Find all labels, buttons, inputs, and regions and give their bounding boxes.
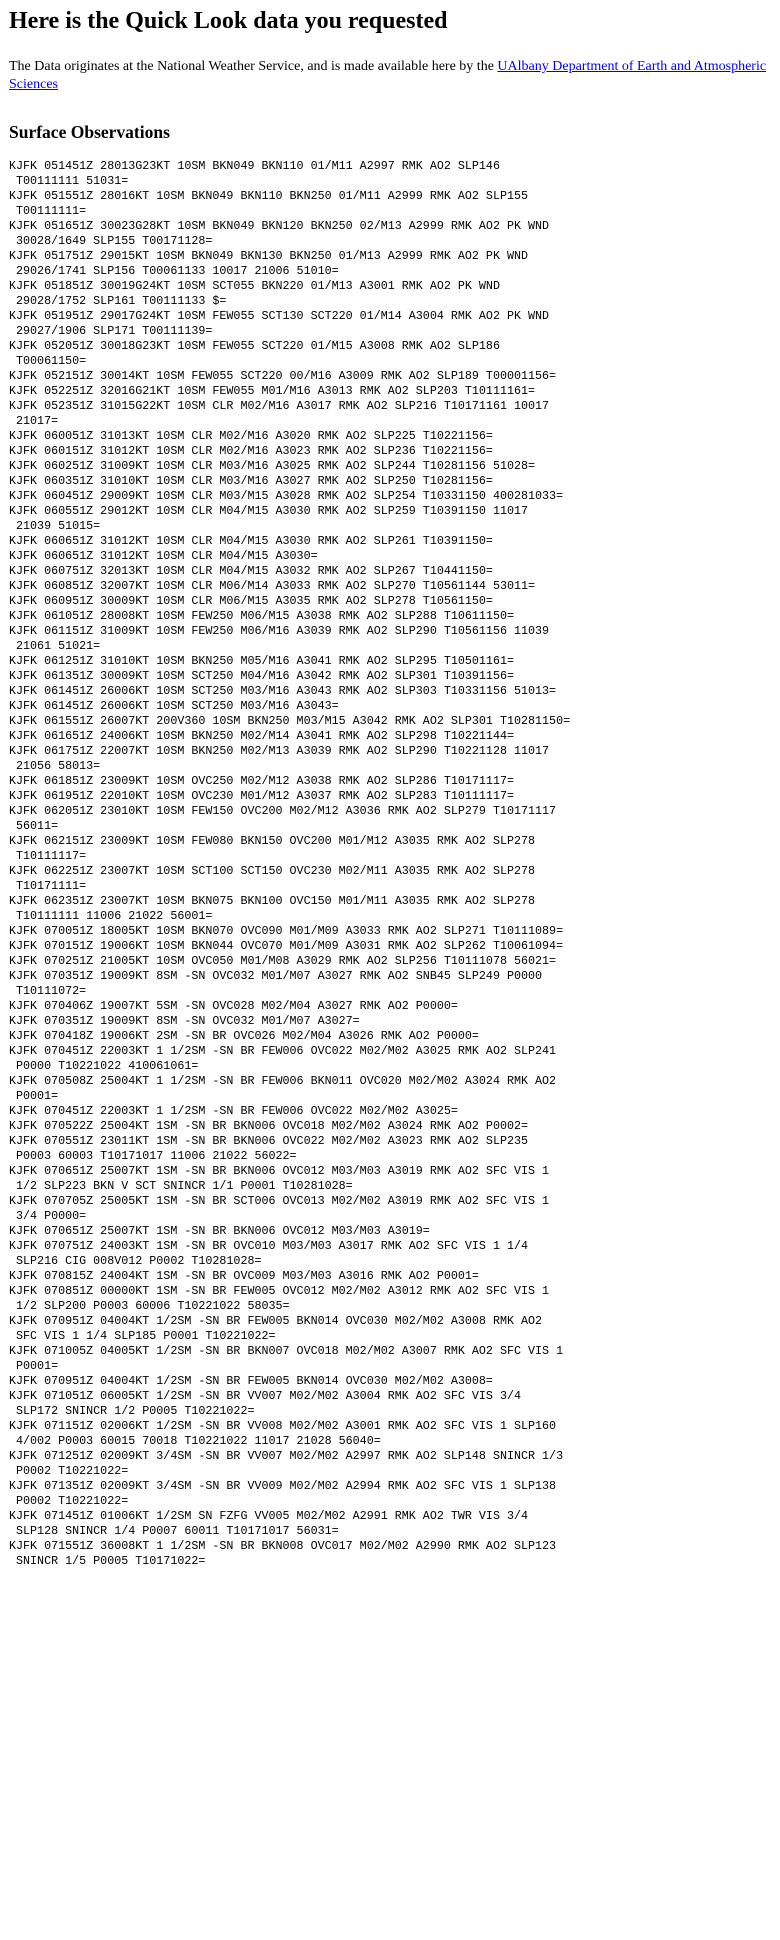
page-title: Here is the Quick Look data you requested xyxy=(9,8,448,34)
ualbany-link[interactable]: UAlbany Department of Earth and Atmospheric Sciences xyxy=(9,59,767,92)
observations-text: KJFK 051451Z 28013G23KT 10SM BKN049 BKN110 01/M11 A2997 RMK AO2 SLP146 T00111111 51031= KJFK 051551Z 28016KT 10SM BKN049 BKN110 BKN250 01/M11 A2999 RMK AO2 SLP155 T00111111= KJFK 051651Z 30023G28KT 10SM BKN049 BKN120 BKN250 02/M13 A2999 RMK AO2 PK WND 30028/1649 SLP155 T00171128= KJFK 051751Z 29015KT 10SM BKN049 BKN130 BKN250 01/M13 A2999 RMK AO2 PK WND 29026/1741 SLP156 T00061133 10017 21006 51010= KJFK 051851Z 30019G24KT 10SM SCT055 BKN220 01/M13 A3001 RMK AO2 PK WND 29028/1752 SLP161 T00111133 $= KJFK 051951Z 29017G24KT 10SM FEW055 SCT130 SCT220 01/M14 A3004 RMK AO2 PK WND 29027/1906 SLP171 T00111139= KJFK 052051Z 30018G23KT 10SM FEW055 SCT220 01/M15 A3008 RMK AO2 SLP186 T00061150= KJFK 052151Z 30014KT 10SM FEW055 SCT220 00/M16 A3009 RMK AO2 SLP189 T00001156= KJFK 052251Z 32016G21KT 10SM FEW055 M01/M16 A3013 RMK AO2 SLP203 T10111161= KJFK 052351Z 31015G22KT 10SM CLR M02/M16 A3017 RMK AO2 SLP216 T10171161 10017 21017= KJFK 060051Z 31013KT 10SM CLR M02/M16 A3020 RMK AO2 SLP225 T10221156= KJFK 060151Z 31012KT 10SM CLR M02/M16 A3023 RMK AO2 SLP236 T10221156= KJFK 060251Z 31009KT 10SM CLR M03/M16 A3025 RMK AO2 SLP244 T10281156 51028= KJFK 060351Z 31010KT 10SM CLR M03/M16 A3027 RMK AO2 SLP250 T10281156= KJFK 060451Z 29009KT 10SM CLR M03/M15 A3028 RMK AO2 SLP254 T10331150 400281033= KJFK 060551Z 29012KT 10SM CLR M04/M15 A3030 RMK AO2 SLP259 T10391150 11017 21039 51015= KJFK 060651Z 31012KT 10SM CLR M04/M15 A3030 RMK AO2 SLP261 T10391150= KJFK 060651Z 31012KT 10SM CLR M04/M15 A3030= KJFK 060751Z 32013KT 10SM CLR M04/M15 A3032 RMK AO2 SLP267 T10441150= KJFK 060851Z 32007KT 10SM CLR M06/M14 A3033 RMK AO2 SLP270 T10561144 53011= KJFK 060951Z 30009KT 10SM CLR M06/M15 A3035 RMK AO2 SLP278 T10561150= KJFK 061051Z 28008KT 10SM FEW250 M06/M15 A3038 RMK AO2 SLP288 T10611150= KJFK 061151Z 31009KT 10SM FEW250 M06/M16 A3039 RMK AO2 SLP290 T10561156 11039 21061 51021= KJFK 061251Z 31010KT 10SM BKN250 M05/M16 A3041 RMK AO2 SLP295 T10501161= KJFK 061351Z 30009KT 10SM SCT250 M04/M16 A3042 RMK AO2 SLP301 T10391156= KJFK 061451Z 26006KT 10SM SCT250 M03/M16 A3043 RMK AO2 SLP303 T10331156 51013= KJFK 061451Z 26006KT 10SM SCT250 M03/M16 A3043= KJFK 061551Z 26007KT 200V360 10SM BKN250 M03/M15 A3042 RMK AO2 SLP301 T10281150= KJFK 061651Z 24006KT 10SM BKN250 M02/M14 A3041 RMK AO2 SLP298 T10221144= KJFK 061751Z 22007KT 10SM BKN250 M02/M13 A3039 RMK AO2 SLP290 T10221128 11017 21056 58013= KJFK 061851Z 23009KT 10SM OVC250 M02/M12 A3038 RMK AO2 SLP286 T10171117= KJFK 061951Z 22010KT 10SM OVC230 M01/M12 A3037 RMK AO2 SLP283 T10111117= KJFK 062051Z 23010KT 10SM FEW150 OVC200 M02/M12 A3036 RMK AO2 SLP279 T10171117 56011= KJFK 062151Z 23009KT 10SM FEW080 BKN150 OVC200 M01/M12 A3035 RMK AO2 SLP278 T10111117= KJFK 062251Z 23007KT 10SM SCT100 SCT150 OVC230 M02/M11 A3035 RMK AO2 SLP278 T10171111= KJFK 062351Z 23007KT 10SM BKN075 BKN100 OVC150 M01/M11 A3035 RMK AO2 SLP278 T10111111 11006 21022 56001= KJFK 070051Z 18005KT 10SM BKN070 OVC090 M01/M09 A3033 RMK AO2 SLP271 T10111089= KJFK 070151Z 19006KT 10SM BKN044 OVC070 M01/M09 A3031 RMK AO2 SLP262 T10061094= KJFK 070251Z 21005KT 10SM OVC050 M01/M08 A3029 RMK AO2 SLP256 T10111078 56021= KJFK 070351Z 19009KT 8SM -SN OVC032 M01/M07 A3027 RMK AO2 SNB45 SLP249 P0000 T10111072= KJFK 070406Z 19007KT 5SM -SN OVC028 M02/M04 A3027 RMK AO2 P0000= KJFK 070351Z 19009KT 8SM -SN OVC032 M01/M07 A3027= KJFK 070418Z 19006KT 2SM -SN BR OVC026 M02/M04 A3026 RMK AO2 P0000= KJFK 070451Z 22003KT 1 1/2SM -SN BR FEW006 OVC022 M02/M02 A3025 RMK AO2 SLP241 P0000 T10221022 410061061= KJFK 070508Z 25004KT 1 1/2SM -SN BR FEW006 BKN011 OVC020 M02/M02 A3024 RMK AO2 P0001= KJFK 070451Z 22003KT 1 1/2SM -SN BR FEW006 OVC022 M02/M02 A3025= KJFK 070522Z 25004KT 1SM -SN BR BKN006 OVC018 M02/M02 A3024 RMK AO2 P0002= KJFK 070551Z 23011KT 1SM -SN BR BKN006 OVC022 M02/M02 A3023 RMK AO2 SLP235 P0003 60003 T10171017 11006 21022 56022= KJFK 070651Z 25007KT 1SM -SN BR BKN006 OVC012 M03/M03 A3019 RMK AO2 SFC VIS 1 1/2 SLP223 BKN V SCT SNINCR 1/1 P0001 T10281028= KJFK 070705Z 25005KT 1SM -SN BR SCT006 OVC013 M02/M02 A3019 RMK AO2 SFC VIS 1 3/4 P0000= KJFK 070651Z 25007KT 1SM -SN BR BKN006 OVC012 M03/M03 A3019= KJFK 070751Z 24003KT 1SM -SN BR OVC010 M03/M03 A3017 RMK AO2 SFC VIS 1 1/4 SLP216 CIG 008V012 P0002 T10281028= KJFK 070815Z 24004KT 1SM -SN BR OVC009 M03/M03 A3016 RMK AO2 P0001= KJFK 070851Z 00000KT 1SM -SN BR FEW005 OVC012 M02/M02 A3012 RMK AO2 SFC VIS 1 1/2 SLP200 P0003 60006 T10221022 58035= KJFK 070951Z 04004KT 1/2SM -SN BR FEW005 BKN014 OVC030 M02/M02 A3008 RMK AO2 SFC VIS 1 1/4 SLP185 P0001 T10221022= KJFK 071005Z 04005KT 1/2SM -SN BR BKN007 OVC018 M02/M02 A3007 RMK AO2 SFC VIS 1 P0001= KJFK 070951Z 04004KT 1/2SM -SN BR FEW005 BKN014 OVC030 M02/M02 A3008= KJFK 071051Z 06005KT 1/2SM -SN BR VV007 M02/M02 A3004 RMK AO2 SFC VIS 3/4 SLP172 SNINCR 1/2 P0005 T10221022= KJFK 071151Z 02006KT 1/2SM -SN BR VV008 M02/M02 A3001 RMK AO2 SFC VIS 1 SLP160 4/002 P0003 60015 70018 T10221022 11017 21028 56040= KJFK 071251Z 02009KT 3/4SM -SN BR VV007 M02/M02 A2997 RMK AO2 SLP148 SNINCR 1/3 P0002 T10221022= KJFK 071351Z 02009KT 3/4SM -SN BR VV009 M02/M02 A2994 RMK AO2 SFC VIS 1 SLP138 P0002 T10221022= KJFK 071451Z 01006KT 1/2SM SN FZFG VV005 M02/M02 A2991 RMK AO2 TWR VIS 3/4 SLP128 SNINCR 1/4 P0007 60011 T10171017 56031= KJFK 071551Z 36008KT 1 1/2SM -SN BR BKN008 OVC017 M02/M02 A2990 RMK AO2 SLP123 SNINCR 1/5 P0005 T10171022= xyxy=(9,159,571,1568)
intro-text: The Data originates at the National Weather Service, and is made available here by the xyxy=(9,59,498,74)
page xyxy=(0,8,780,1569)
section-heading: Surface Observations xyxy=(9,122,170,142)
intro-paragraph xyxy=(9,58,771,94)
